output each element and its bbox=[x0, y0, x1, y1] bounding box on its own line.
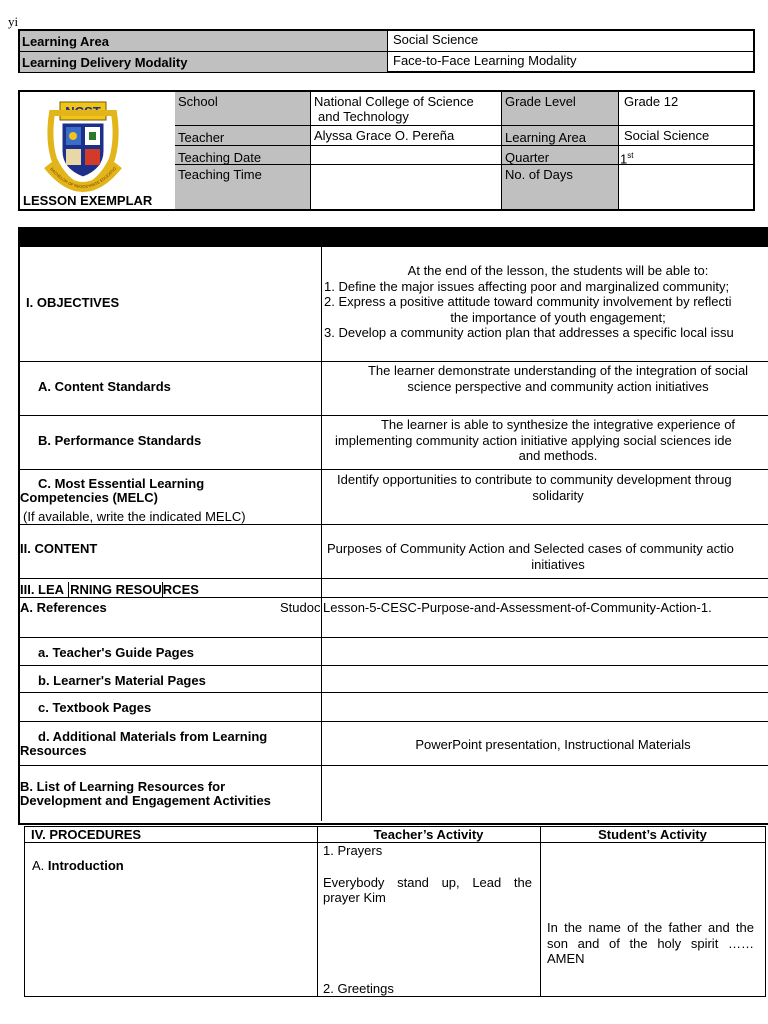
procedures-divider bbox=[540, 827, 541, 996]
lesson-exemplar-label: LESSON EXEMPLAR bbox=[23, 193, 153, 208]
lesson-plan-table bbox=[18, 247, 768, 825]
row-divider bbox=[20, 469, 768, 470]
row-divider bbox=[20, 765, 768, 766]
quarter-number: 1 bbox=[620, 151, 628, 167]
delivery-modality-value: Face-to-Face Learning Modality bbox=[393, 53, 577, 68]
resources-label-part: RNING RESOU bbox=[70, 582, 162, 597]
teacher-value: Alyssa Grace O. Pereña bbox=[311, 126, 502, 146]
content-line: Purposes of Community Action and Selected cases of community actio bbox=[327, 541, 734, 556]
row-divider bbox=[20, 578, 768, 579]
objectives-line: 2. Express a positive attitude toward community involvement by reflecti bbox=[324, 294, 732, 309]
logo-cell bbox=[20, 92, 177, 209]
lesson-header-table bbox=[18, 90, 755, 211]
teacher-activity-header: Teacher’s Activity bbox=[373, 827, 484, 842]
melc-text bbox=[323, 472, 768, 503]
grade-level-label: Grade Level bbox=[502, 92, 619, 126]
objectives-text bbox=[323, 263, 768, 341]
melc-line: Identify opportunities to contribute to community development throug bbox=[337, 472, 732, 487]
row-divider bbox=[20, 361, 768, 362]
student-response-line1: In the name of the father and the bbox=[547, 920, 754, 935]
row-divider bbox=[20, 524, 768, 525]
references-prefix: Studoc bbox=[280, 600, 321, 615]
teaching-time-label: Teaching Time bbox=[175, 165, 311, 209]
school-value bbox=[311, 92, 502, 126]
school-value-line2: and Technology bbox=[318, 109, 409, 124]
stray-text: yi bbox=[8, 14, 19, 29]
content-line: initiatives bbox=[531, 556, 585, 572]
prayer-instruction-line1: Everybody stand up, Lead the bbox=[323, 874, 532, 890]
melc-label-line1: C. Most Essential Learning bbox=[38, 476, 205, 491]
days-label: No. of Days bbox=[502, 165, 619, 209]
references-value: Lesson-5-CESC-Purpose-and-Assessment-of-Community-Action-1. bbox=[323, 600, 712, 615]
resources-label-part: RCES bbox=[162, 582, 199, 597]
objectives-line: 3. Develop a community action plan that addresses a specific local issu bbox=[324, 325, 734, 340]
learners-material-label: b. Learner's Material Pages bbox=[38, 673, 206, 688]
resources-list-label-line1: B. List of Learning Resources for bbox=[20, 779, 226, 794]
introduction-label bbox=[32, 858, 124, 873]
resources-label-part: III. LEA bbox=[20, 582, 65, 597]
row-divider bbox=[20, 415, 768, 416]
prayer-instruction-line2: prayer Kim bbox=[323, 890, 386, 905]
content-standards-line: The learner demonstrate understanding of the integration of social bbox=[367, 363, 749, 378]
quarter-value bbox=[619, 146, 753, 165]
resources-list-label-line2: Development and Engagement Activities bbox=[20, 793, 271, 808]
additional-materials-value: PowerPoint presentation, Instructional Materials bbox=[415, 737, 691, 752]
delivery-modality-row bbox=[20, 52, 753, 72]
objectives-line: the importance of youth engagement; bbox=[450, 309, 666, 325]
school-logo bbox=[42, 99, 124, 199]
content-standards-text bbox=[323, 363, 768, 394]
teaching-date-label: Teaching Date bbox=[175, 146, 311, 165]
content-text bbox=[323, 541, 768, 572]
student-response-line3: AMEN bbox=[547, 951, 585, 966]
textbook-label: c. Textbook Pages bbox=[38, 700, 152, 715]
learning-area-value-2: Social Science bbox=[619, 126, 753, 146]
school-label: School bbox=[175, 92, 311, 126]
student-response-line2: son and of the holy spirit …… bbox=[547, 935, 754, 951]
quarter-suffix: st bbox=[627, 151, 634, 160]
teacher-activity-content bbox=[323, 843, 532, 906]
performance-standards-label: B. Performance Standards bbox=[38, 433, 202, 448]
learning-area-value: Social Science bbox=[393, 32, 479, 47]
student-activity-content bbox=[547, 920, 754, 967]
row-divider bbox=[20, 665, 768, 666]
grade-level-value: Grade 12 bbox=[619, 92, 753, 126]
learning-area-label: Learning Area bbox=[20, 31, 388, 51]
content-standards-line: science perspective and community action initiatives bbox=[407, 378, 709, 394]
prayers-item: 1. Prayers bbox=[323, 843, 383, 858]
teacher-label: Teacher bbox=[175, 126, 311, 146]
introduction-title: Introduction bbox=[47, 858, 124, 873]
performance-line: implementing community action initiative applying social sciences ide bbox=[335, 432, 732, 448]
procedures-label: IV. PROCEDURES bbox=[31, 827, 142, 842]
teaching-date-value bbox=[311, 146, 502, 165]
performance-standards-text bbox=[323, 417, 768, 464]
school-value-line1: National College of Science bbox=[314, 94, 474, 109]
logo-motto: BACHELOR OF NEGOSYANTE EDUCATIO bbox=[49, 165, 118, 190]
row-divider bbox=[20, 637, 768, 638]
section-header-bar bbox=[18, 227, 768, 247]
column-divider bbox=[321, 247, 322, 821]
row-divider bbox=[20, 721, 768, 722]
row-divider bbox=[20, 692, 768, 693]
teachers-guide-label: a. Teacher's Guide Pages bbox=[38, 645, 195, 660]
additional-materials-label-line2: Resources bbox=[20, 743, 87, 758]
performance-line: The learner is able to synthesize the integrative experience of bbox=[380, 417, 736, 432]
days-value bbox=[619, 165, 753, 209]
learning-area-row bbox=[20, 31, 753, 52]
content-standards-label: A. Content Standards bbox=[38, 379, 171, 394]
melc-line: solidarity bbox=[532, 487, 584, 503]
delivery-modality-label: Learning Delivery Modality bbox=[20, 52, 388, 72]
objectives-line: 1. Define the major issues affecting poor and marginalized community; bbox=[324, 278, 730, 294]
melc-label-line2: Competencies (MELC) bbox=[20, 490, 158, 505]
objectives-line: At the end of the lesson, the students will be able to: bbox=[407, 263, 709, 278]
references-label: A. References bbox=[20, 600, 107, 615]
content-label: II. CONTENT bbox=[20, 541, 98, 556]
row-divider bbox=[20, 597, 768, 598]
teaching-time-value bbox=[311, 165, 502, 209]
learning-resources-label bbox=[20, 582, 199, 597]
learning-area-label-2: Learning Area bbox=[502, 126, 619, 146]
student-activity-header: Student’s Activity bbox=[598, 827, 707, 842]
additional-materials-label-line1: d. Additional Materials from Learning bbox=[38, 729, 268, 744]
learning-area-table bbox=[18, 29, 755, 73]
quarter-label: Quarter bbox=[502, 146, 619, 165]
procedures-table bbox=[24, 826, 766, 997]
performance-line: and methods. bbox=[518, 448, 598, 463]
greetings-item: 2. Greetings bbox=[323, 981, 394, 996]
logo-text: NCST bbox=[65, 104, 101, 119]
introduction-prefix: A. bbox=[32, 858, 48, 873]
objectives-label: I. OBJECTIVES bbox=[26, 295, 120, 310]
procedures-divider bbox=[317, 827, 318, 996]
melc-note: (If available, write the indicated MELC) bbox=[23, 509, 246, 524]
